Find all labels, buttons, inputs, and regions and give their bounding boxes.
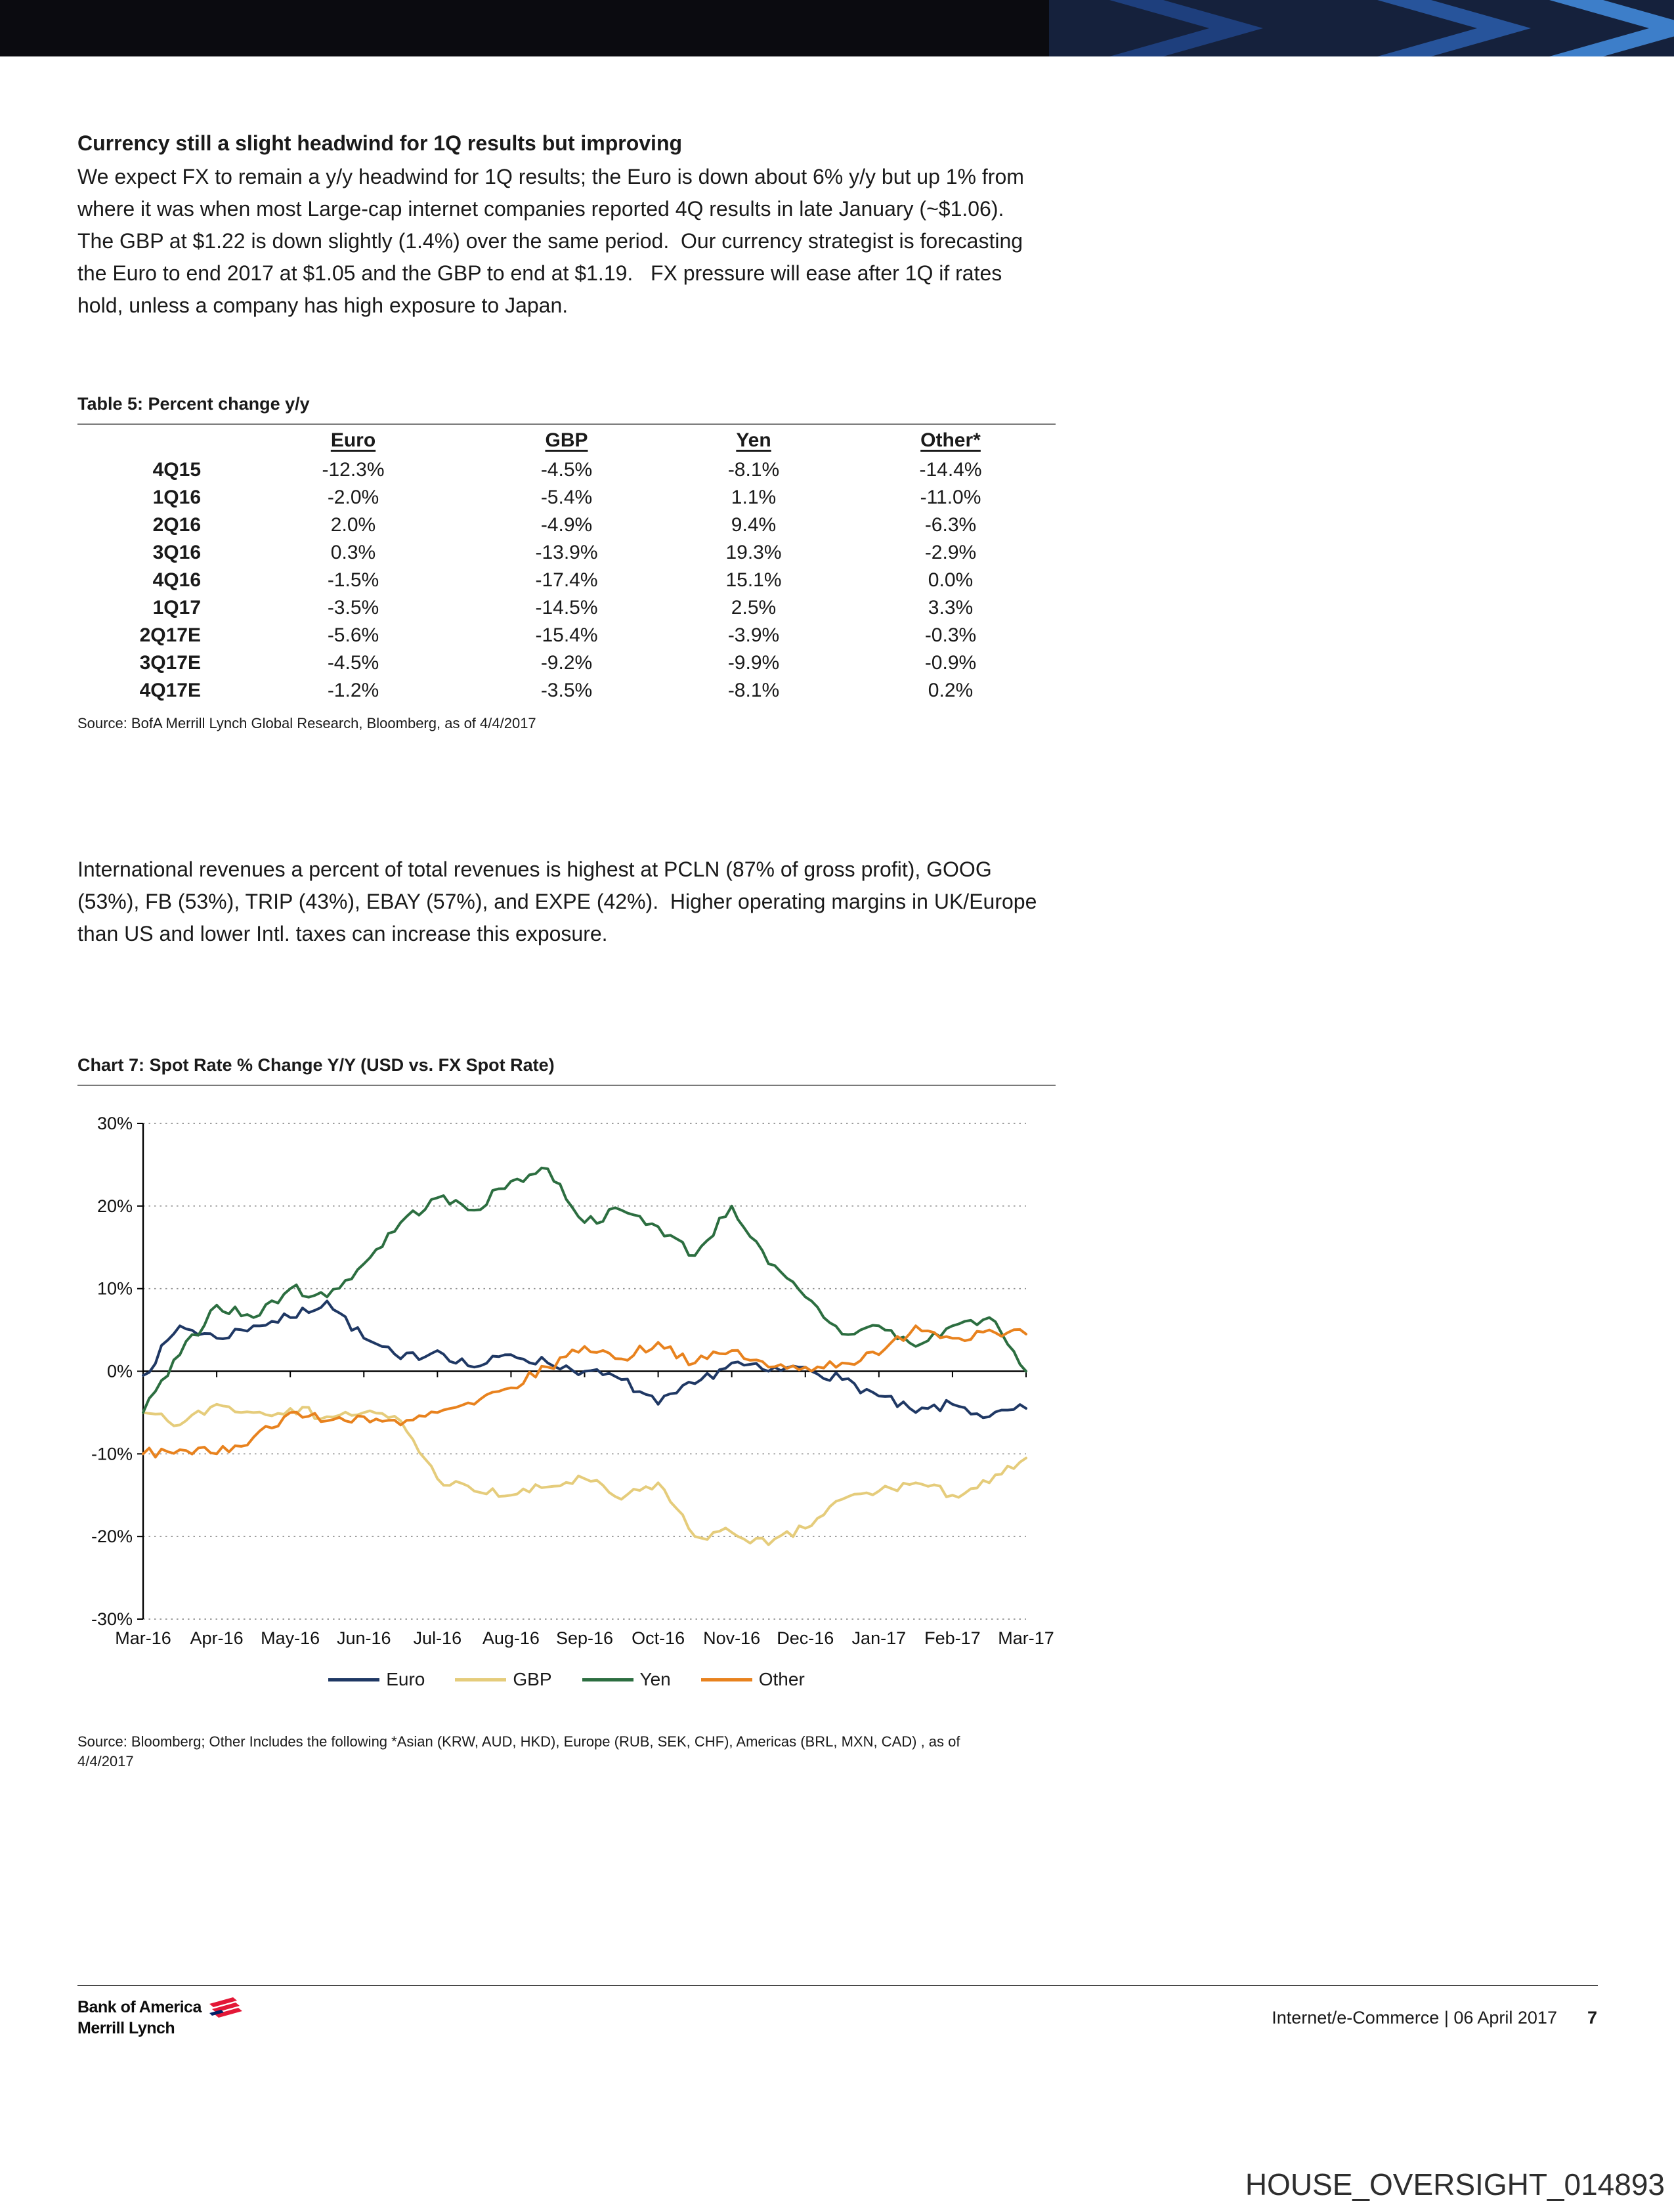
brand-name-line1: Bank of America [77,1998,202,2016]
table-cell: -2.0% [327,487,379,508]
table-cell: 0.2% [928,680,974,701]
chart7-section [77,1055,1056,1771]
table-cell: -9.9% [727,652,780,674]
table-row [77,456,1056,484]
table-cell: 15.1% [725,569,782,591]
table-cell: -13.9% [535,542,598,563]
svg-text:-20%: -20% [91,1527,133,1547]
legend-label: GBP [513,1669,552,1689]
table-cell: 19.3% [725,542,782,563]
table-cell: -14.4% [919,459,982,481]
table-row [77,649,1056,677]
table-cell: 3.3% [928,597,974,618]
svg-text:May-16: May-16 [261,1628,320,1648]
spot-rate-line-chart [77,1094,1056,1659]
international-revenues-section [77,854,1042,950]
brand-name-line2: Merrill Lynch [77,2019,175,2037]
table-cell: -6.3% [924,514,977,536]
row-label: 3Q16 [152,542,201,563]
table-cell: -0.3% [924,624,977,646]
legend-line-swatch [701,1678,752,1681]
svg-text:Nov-16: Nov-16 [703,1628,761,1648]
table-row [77,484,1056,511]
legend-label: Euro [386,1669,425,1689]
legend-line-swatch [328,1678,379,1681]
table-cell: 0.0% [928,569,974,591]
svg-text:Mar-16: Mar-16 [115,1628,171,1648]
svg-text:Jan-17: Jan-17 [851,1628,907,1648]
svg-text:Sep-16: Sep-16 [555,1628,614,1648]
table-cell: -17.4% [535,569,598,591]
chart-title-rule [77,1085,1056,1086]
table-cell: -5.6% [327,624,379,646]
legend-label: Other [758,1669,805,1689]
svg-text:-30%: -30% [91,1609,133,1629]
svg-text:Dec-16: Dec-16 [777,1628,834,1648]
table-header-row [77,423,1056,456]
chart-title: Chart 7: Spot Rate % Change Y/Y (USD vs. FX Spot Rate) [77,1055,555,1075]
chart-legend [77,1669,1056,1690]
table-row [77,622,1056,649]
svg-text:Apr-16: Apr-16 [190,1628,244,1648]
svg-text:Feb-17: Feb-17 [924,1628,981,1648]
legend-item [455,1669,551,1690]
table-cell: -4.5% [540,459,593,481]
table-cell: -3.9% [727,624,780,646]
row-label: 4Q15 [152,459,201,481]
svg-text:-10%: -10% [91,1444,133,1464]
table-cell: -11.0% [920,487,981,508]
body-paragraph-2: International revenues a percent of total revenues is highest at PCLN (87% of gross profit), GOOG (53%), FB (53%), TRIP (43%), EBAY (57%), and EXPE (42%). Higher operating margins in UK/Europe than US and lower Intl. taxes can increase this exposure. [77,857,1043,945]
column-header: Other* [920,429,981,451]
row-label: 3Q17E [139,652,201,674]
svg-text:Aug-16: Aug-16 [482,1628,540,1648]
svg-text:0%: 0% [106,1361,133,1381]
currency-section [77,131,1042,322]
row-label: 1Q17 [152,597,201,618]
svg-text:20%: 20% [97,1196,133,1216]
column-header: Euro [330,429,376,451]
table-cell: -12.3% [322,459,385,481]
bofa-flag-icon [207,1996,245,2018]
table-cell: -4.5% [327,652,379,674]
row-label: 4Q16 [152,569,201,591]
chart-source: Source: Bloomberg; Other Includes the following *Asian (KRW, AUD, HKD), Europe (RUB, SEK, CHF), Americas (BRL, MXN, CAD) , as of 4/4/2017 [77,1733,960,1769]
footer-rule [77,1985,1598,1986]
publication-info [1272,2008,1597,2028]
table-cell: -3.5% [327,597,379,618]
table-row [77,567,1056,594]
table-cell: -4.9% [540,514,593,536]
table5-section [77,394,1056,733]
table-cell: -3.5% [540,680,593,701]
header-banner [0,0,1674,56]
table-row [77,511,1056,539]
table-cell: -9.2% [540,652,593,674]
svg-text:30%: 30% [97,1114,133,1133]
table-cell: -14.5% [535,597,598,618]
table-row [77,677,1056,705]
row-label: 1Q16 [152,487,201,508]
table-row [77,539,1056,567]
table-cell: -15.4% [535,624,598,646]
table-row [77,594,1056,622]
brand-logo [77,1996,245,2038]
row-label: 2Q16 [152,514,201,536]
table-cell: -1.5% [327,569,379,591]
svg-text:Jun-16: Jun-16 [336,1628,391,1648]
svg-text:10%: 10% [97,1278,133,1299]
legend-item [701,1669,805,1690]
svg-text:Mar-17: Mar-17 [998,1628,1054,1648]
svg-text:Oct-16: Oct-16 [632,1628,685,1648]
table-cell: -0.9% [924,652,977,674]
table-title: Table 5: Percent change y/y [77,394,310,414]
legend-label: Yen [639,1669,671,1689]
row-label: 4Q17E [139,680,201,701]
legend-item [582,1669,671,1690]
table-cell: 0.3% [330,542,376,563]
table-cell: -8.1% [727,459,780,481]
table-cell: 2.5% [731,597,777,618]
table-cell: -8.1% [727,680,780,701]
row-label: 2Q17E [139,624,201,646]
table-cell: 1.1% [731,487,777,508]
table-source: Source: BofA Merrill Lynch Global Research, Bloomberg, as of 4/4/2017 [77,715,536,731]
document-id: HOUSE_OVERSIGHT_014893 [1245,2167,1665,2201]
table-cell: -5.4% [540,487,593,508]
column-header: Yen [736,429,771,451]
table-cell: -1.2% [327,680,379,701]
table-cell: -2.9% [924,542,977,563]
publication-text: Internet/e-Commerce | 06 April 2017 [1272,2008,1557,2028]
body-paragraph-1: We expect FX to remain a y/y headwind for 1Q results; the Euro is down about 6% y/y but up 1% from where it was when most Large-cap internet companies reported 4Q results in late January (~$1.06). The GBP at $1.22 is down slightly (1.4%) over the same period. Our currency strategist is forecasting the Euro to end 2017 at $1.05 and the GBP to end at $1.19. FX pressure will ease after 1Q if rates hold, unless a company has high exposure to Japan. [77,165,1030,317]
legend-item [328,1669,425,1690]
legend-line-swatch [455,1678,506,1681]
table-cell: 9.4% [731,514,777,536]
column-header: GBP [545,429,588,451]
section-heading: Currency still a slight headwind for 1Q results but improving [77,131,683,155]
table-cell: 2.0% [330,514,376,536]
legend-line-swatch [582,1678,633,1681]
percent-change-table [77,423,1056,705]
page-number: 7 [1587,2008,1597,2028]
svg-text:Jul-16: Jul-16 [413,1628,462,1648]
